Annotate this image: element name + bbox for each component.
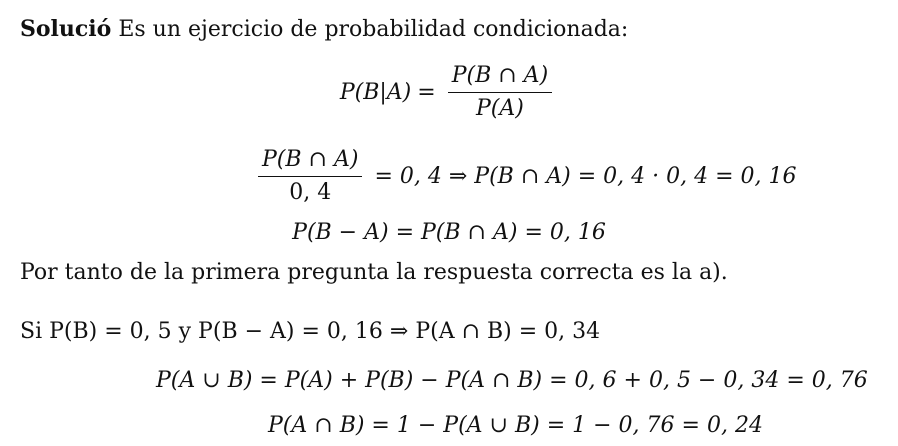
solution-label: Solució xyxy=(20,16,112,42)
fraction-2-numerator: P(B ∩ A) xyxy=(258,146,362,177)
fraction-1-numerator: P(B ∩ A) xyxy=(448,62,552,93)
formula-complement: P(A ∩ B) = 1 − P(A ∪ B) = 1 − 0, 76 = 0, 24 xyxy=(268,413,763,438)
formula-conditional xyxy=(0,62,898,123)
formula1-lhs: P(B|A) xyxy=(339,79,412,105)
formula2-rest: = 0, 4 ⇒ P(B ∩ A) = 0, 4 · 0, 4 = 0, 16 xyxy=(374,163,797,189)
fraction-2-denominator: 0, 4 xyxy=(289,180,332,205)
given-values-line: Si P(B) = 0, 5 y P(B − A) = 0, 16 ⇒ P(A ∩ B) = 0, 34 xyxy=(20,319,601,344)
conclusion-text: Por tanto de la primera pregunta la respuesta correcta es la a). xyxy=(20,260,728,285)
fraction-2 xyxy=(258,146,362,207)
formula-union: P(A ∪ B) = P(A) + P(B) − P(A ∩ B) = 0, 6 + 0, 5 − 0, 34 = 0, 76 xyxy=(156,368,868,393)
formula-intersection xyxy=(252,146,796,207)
formula-difference: P(B − A) = P(B ∩ A) = 0, 16 xyxy=(292,220,606,245)
fraction-1 xyxy=(448,62,552,123)
intro-line xyxy=(20,15,628,44)
equals-sign: = xyxy=(417,79,436,105)
intro-text: Es un ejercicio de probabilidad condicionada: xyxy=(118,17,629,42)
fraction-1-denominator: P(A) xyxy=(476,96,524,121)
